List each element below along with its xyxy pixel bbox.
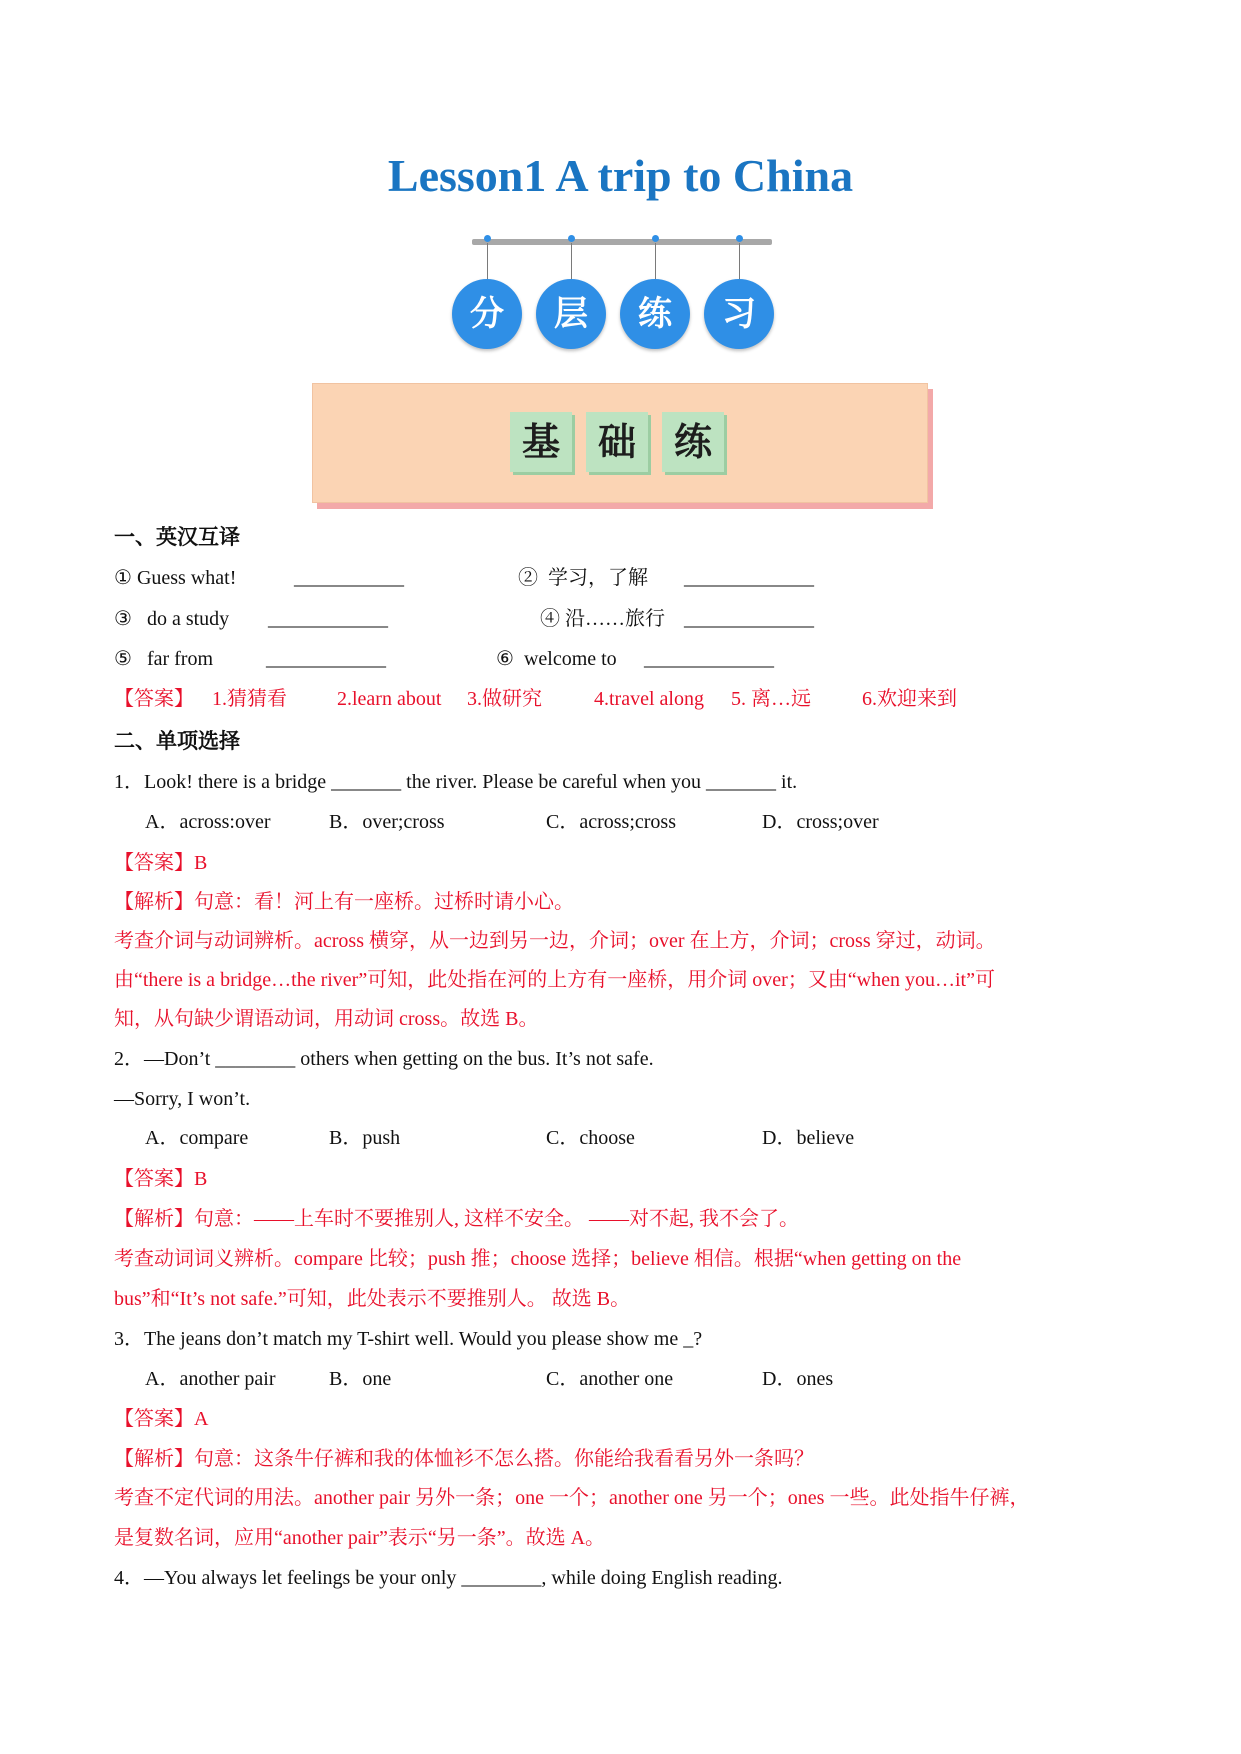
item-mark: ② [518,567,538,589]
answer: 【答案】B [114,1168,208,1190]
option-d: D．cross;over [762,811,879,833]
item-text: welcome to [523,648,617,670]
option-b: B．push [329,1127,401,1149]
section-tag: 基 [510,412,572,472]
banner-char: 分 [452,279,522,349]
page-title: Lesson1 A trip to China [387,150,854,201]
analysis-line: 【解析】句意：——上车时不要推别人, 这样不安全。 ——对不起, 我不会了。 [114,1208,799,1230]
answer: 【答案】A [114,1408,209,1430]
option-d: D．believe [762,1127,855,1149]
answer-2: 2.learn about [337,688,442,710]
option-b: B．one [329,1368,392,1390]
analysis-line: 由“there is a bridge…the river”可知，此处指在河的上方有一座桥，用介词 over；又由“when you…it”可 [114,969,995,991]
vocab-item-4 [540,605,665,633]
vocab-item-6 [496,645,617,673]
hook-dot [736,235,743,242]
hook-dot [484,235,491,242]
vocab-item-5 [114,645,213,673]
hanging-string [655,243,656,279]
answer-1: 1.猜猜看 [212,688,287,710]
answer-5: 5. 离…远 [731,688,811,710]
answer-3: 3.做研究 [467,688,542,710]
item-mark: ⑥ [496,648,514,670]
hook-dot [652,235,659,242]
question-4-stem: 4．—You always let feelings be your only ________, while doing English reading. [114,1567,783,1589]
analysis-line: 【解析】句意：这条牛仔裤和我的体恤衫不怎么搭。你能给我看看另外一条吗？ [114,1448,814,1470]
item-text: 沿……旅行 [565,608,665,630]
question-3-stem: 3．The jeans don’t match my T-shirt well. Would you please show me _? [114,1328,703,1350]
blank: _____________ [684,567,814,589]
vocab-item-2 [518,564,648,592]
analysis-line: 【解析】句意：看！河上有一座桥。过桥时请小心。 [114,891,574,913]
analysis-line: bus”和“It’s not safe.”可知，此处表示不要推别人。 故选 B。 [114,1288,631,1310]
analysis-line: 是复数名词，应用“another pair”表示“另一条”。故选 A。 [114,1527,606,1549]
item-text: far from [146,648,214,670]
question-1-stem: 1．Look! there is a bridge _______ the river. Please be careful when you _______ it. [114,771,798,793]
analysis-line: 考查动词词义辨析。compare 比较；push 推；choose 选择；believe 相信。根据“when getting on the [114,1248,962,1270]
answer: 【答案】B [114,852,208,874]
section-tag: 础 [586,412,648,472]
hanging-string [739,243,740,279]
hanging-string [571,243,572,279]
blank: ___________ [294,567,404,589]
option-c: C．choose [546,1127,635,1149]
part2-heading: 二、单项选择 [114,729,240,753]
banner-rod [472,239,772,245]
hanging-string [487,243,488,279]
analysis-line: 考查不定代词的用法。another pair 另外一条；one 一个；another one 另一个；ones 一些。此处指牛仔裤， [114,1487,1030,1509]
item-text: do a study [146,608,230,630]
banner-char: 习 [704,279,774,349]
option-a: A．another pair [145,1368,276,1390]
question-2-stem: 2．—Don’t ________ others when getting on the bus. It’s not safe. [114,1048,654,1070]
option-c: C．another one [546,1368,674,1390]
item-mark: ⑤ [114,648,132,670]
item-mark: ③ [114,608,132,630]
option-b: B．over;cross [329,811,445,833]
blank: ____________ [268,608,388,630]
vocab-item-3 [114,605,229,633]
analysis-line: 知，从句缺少谓语动词，用动词 cross。故选 B。 [114,1008,539,1030]
vocab-item-1 [114,564,236,592]
answer-4: 4.travel along [594,688,704,710]
item-text: Guess what! [136,567,237,589]
banner-char: 练 [620,279,690,349]
option-c: C．across;cross [546,811,676,833]
blank: _____________ [644,648,774,670]
item-mark: ④ [540,608,560,630]
blank: _____________ [684,608,814,630]
answer-label: 【答案】 [114,688,194,710]
option-a: A．across:over [145,811,271,833]
item-mark: ① [114,567,132,589]
option-d: D．ones [762,1368,834,1390]
hook-dot [568,235,575,242]
question-2-reply: —Sorry, I won’t. [114,1088,251,1110]
part1-heading: 一、英汉互译 [114,525,240,549]
blank: ____________ [266,648,386,670]
basic-practice-box [312,383,928,503]
answer-6: 6.欢迎来到 [862,688,957,710]
item-text: 学习，了解 [548,567,648,589]
analysis-line: 考查介词与动词辨析。across 横穿，从一边到另一边，介词；over 在上方，介词；cross 穿过，动词。 [114,930,996,952]
layered-practice-banner [450,235,790,365]
section-tag: 练 [662,412,724,472]
banner-char: 层 [536,279,606,349]
option-a: A．compare [145,1127,249,1149]
